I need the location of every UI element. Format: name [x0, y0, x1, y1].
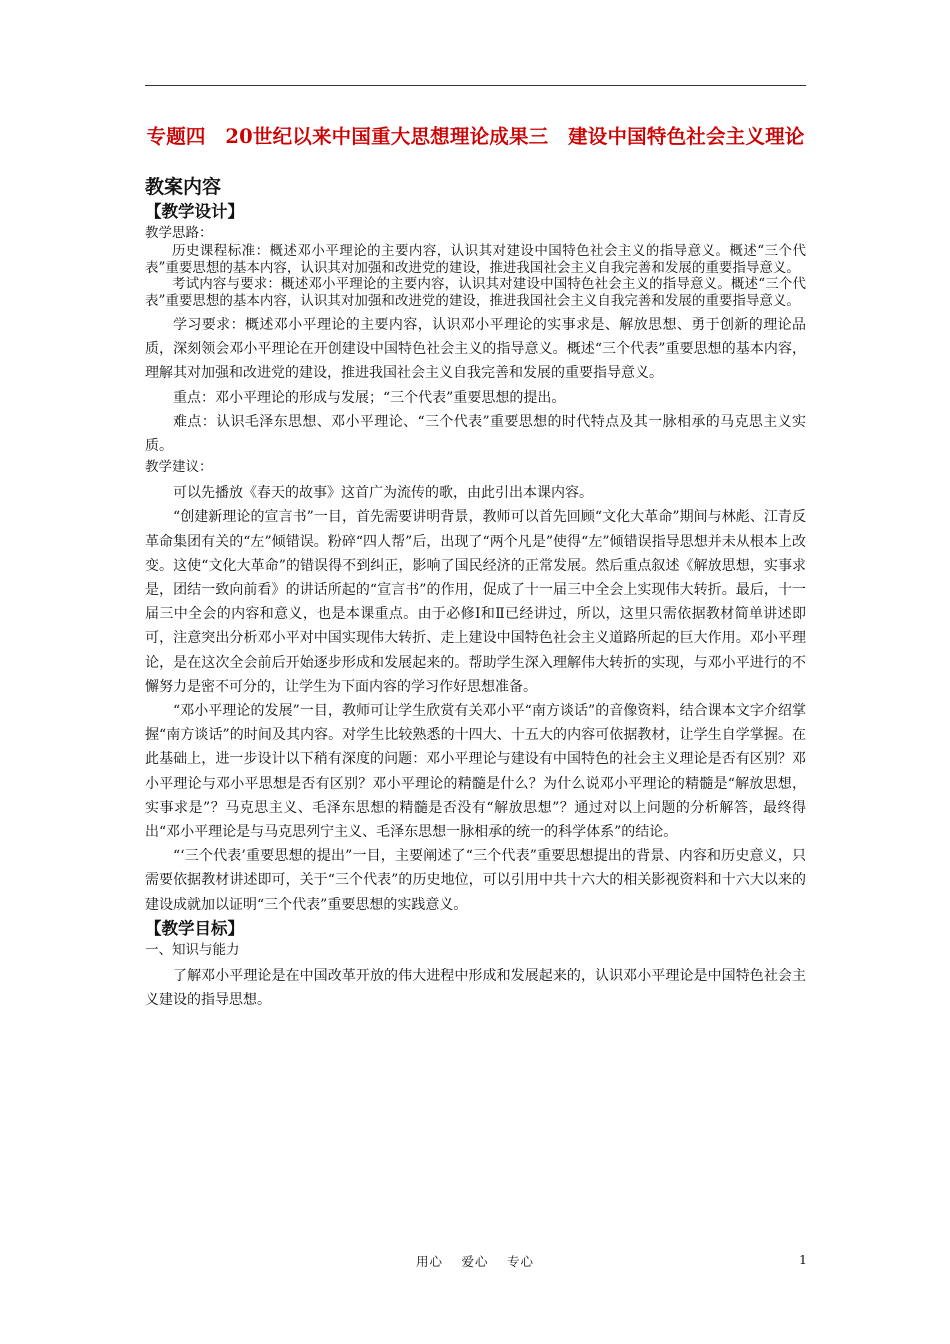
- page-title: 专题四 20世纪以来中国重大思想理论成果三 建设中国特色社会主义理论: [146, 125, 805, 148]
- suggest-label: 教学建议：: [145, 459, 213, 476]
- header-rule: [145, 85, 806, 86]
- goals-subheading-knowledge: 一、知识与能力: [145, 941, 240, 958]
- page-footer: [0, 1252, 950, 1272]
- section-heading-design: 【教学设计】: [145, 202, 244, 221]
- paragraph-suggestion-three-represents: “‘三个代表’重要思想的提出”一目，主要阐述了“三个代表”重要思想提出的背景、内容和历史意义，只需要依据教材讲述即可，关于“三个代表”的历史地位，可以引用中共十六大的相关影视资料和十六大以来的建设成就加以证明“三个代表”重要思想的实践意义。: [145, 848, 806, 913]
- paragraph-goal-knowledge: 了解邓小平理论是在中国改革开放的伟大进程中形成和发展起来的，认识邓小平理论是中国特色社会主义建设的指导思想。: [145, 967, 806, 1009]
- thinking-label: 教学思路：: [145, 225, 213, 241]
- doc-heading: 教案内容: [145, 176, 222, 198]
- paragraph-difficulties: 难点：认识毛泽东思想、邓小平理论、“三个代表”重要思想的时代特点及其一脉相承的马克思主义实质。: [145, 413, 806, 455]
- section-heading-goals: 【教学目标】: [145, 918, 244, 938]
- paragraph-suggestion-song: 可以先播放《春天的故事》这首广为流传的歌，由此引出本课内容。: [173, 485, 593, 502]
- paragraph-suggestion-manifesto: “创建新理论的宣言书”一目，首先需要讲明背景，教师可以首先回顾“文化大革命”期间与林彪、江青反革命集团有关的“左”倾错误。粉碎“四人帮”后，出现了“两个凡是”使得“左”倾错误指导思想并未从根本上改变。这使“文化大革命”的错误得不到纠正，影响了国民经济的正常发展。然后重点叙述《解放思想，实事求是，团结一致向前看》的讲话所起的“宣言书”的作用，促成了十一届三中全会上实现伟大转折。最后，十一届三中全会的内容和意义，也是本课重点。由于必修Ⅰ和Ⅱ已经讲过，所以，这里只需依据教材简单讲述即可，注意突出分析邓小平对中国实现伟大转折、走上建设中国特色社会主义道路所起的巨大作用。邓小平理论，是在这次全会前后开始逐步形成和发展起来的。帮助学生深入理解伟大转折的实现，与邓小平进行的不懈努力是密不可分的，让学生为下面内容的学习作好思想准备。: [145, 509, 806, 695]
- page-number: 1: [799, 1252, 807, 1267]
- paragraph-exam-requirements: 考试内容与要求：概述邓小平理论的主要内容，认识其对建设中国特色社会主义的指导意义。概述“三个代表”重要思想的基本内容，认识其对加强和改进党的建设，推进我国社会主义自我完善和发展的重要指导意义。: [145, 276, 806, 309]
- paragraph-learning-requirements: 学习要求：概述邓小平理论的主要内容，认识邓小平理论的实事求是、解放思想、勇于创新的理论品质，深刻领会邓小平理论在开创建设中国特色社会主义的指导意义。概述“三个代表”重要思想的基本内容，理解其对加强和改进党的建设，推进我国社会主义自我完善和发展的重要指导意义。: [145, 317, 806, 382]
- paragraph-suggestion-development: “邓小平理论的发展”一目，教师可让学生欣赏有关邓小平“南方谈话”的音像资料，结合课本文字介绍掌握“南方谈话”的时间及其内容。对学生比较熟悉的十四大、十五大的内容可依据教材，让学生自学掌握。在此基础上，进一步设计以下稍有深度的问题：邓小平理论与建设有中国特色的社会主义理论是否有区别？邓小平理论与邓小平思想是否有区别？邓小平理论的精髓是什么？为什么说邓小平理论的精髓是“解放思想，实事求是”？马克思主义、毛泽东思想的精髓是否没有“解放思想”？通过对以上问题的分析解答，最终得出“邓小平理论是与马克思列宁主义、毛泽东思想一脉相承的统一的科学体系”的结论。: [145, 703, 806, 841]
- footer-motto: 用心 爱心 专心: [416, 1254, 534, 1269]
- paragraph-curriculum-standard: 历史课程标准：概述邓小平理论的主要内容，认识其对建设中国特色社会主义的指导意义。概述“三个代表”重要思想的基本内容，认识其对加强和改进党的建设，推进我国社会主义自我完善和发展的重要指导意义。: [145, 243, 806, 276]
- document-body: [145, 174, 806, 1012]
- paragraph-key-points: 重点：邓小平理论的形成与发展；“三个代表”重要思想的提出。: [173, 389, 566, 406]
